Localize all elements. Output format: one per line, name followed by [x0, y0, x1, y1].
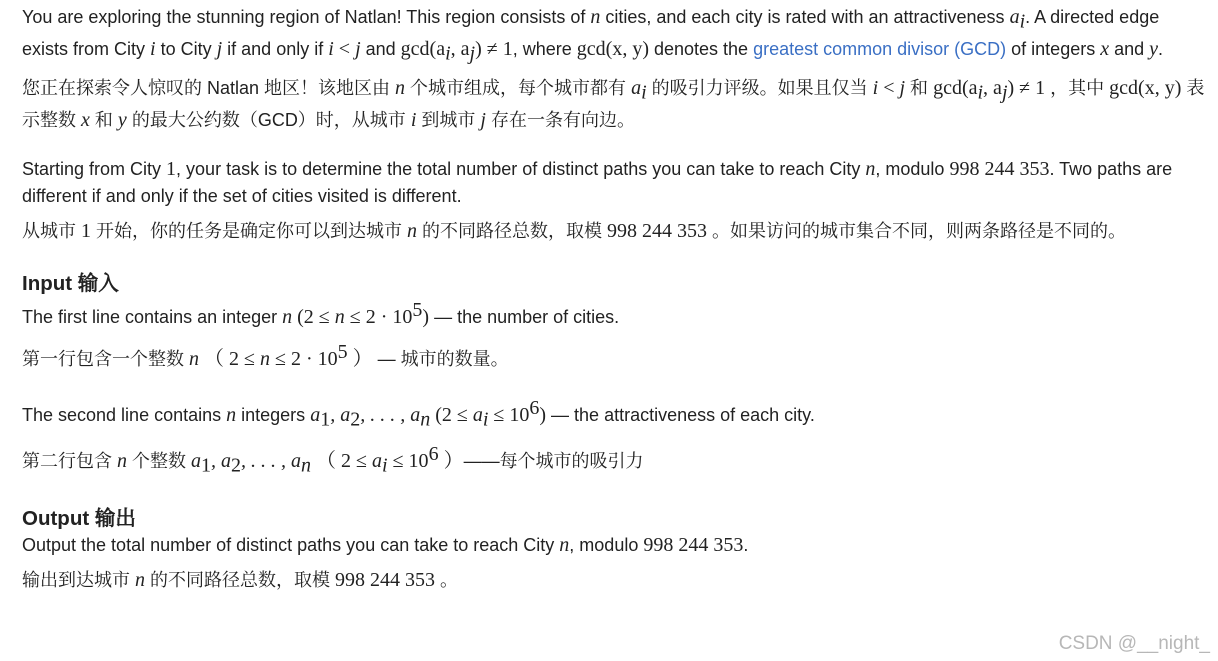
math-sub: n — [420, 408, 431, 431]
math-bound: ≤ 10 — [488, 403, 530, 426]
math-gcd-xy: gcd(x, y) — [1109, 77, 1182, 100]
text: of integers — [1006, 38, 1101, 59]
text: integers — [236, 404, 311, 425]
csdn-watermark: CSDN @__night_ — [1058, 633, 1210, 654]
text: . — [743, 534, 749, 555]
text: 开始，你的任务是确定你可以到达城市 — [91, 220, 408, 241]
math-n: n — [865, 157, 876, 180]
math-sub: i — [641, 81, 647, 104]
text: 表示整数 — [22, 78, 1205, 130]
math-seq: a — [191, 450, 202, 473]
math-sub: i — [1019, 10, 1026, 33]
math-a: a — [472, 403, 483, 426]
math-one: 1 — [81, 219, 92, 242]
math-sub: i — [382, 454, 388, 477]
input-line-1 — [22, 297, 1208, 331]
text: — the number of cities. — [429, 306, 620, 327]
math-bound: ≤ 2 · 10 — [270, 347, 338, 370]
text: 第一行包含一个整数 — [22, 348, 190, 369]
math-seq: , . . . , a — [241, 450, 302, 473]
math-y: y — [117, 108, 127, 131]
math-x: x — [1100, 37, 1110, 60]
text: Starting from City — [22, 158, 167, 179]
text: 的不同路径总数，取模 — [145, 569, 336, 590]
text: 个整数 — [127, 451, 192, 472]
text: cities, and each city is rated with an attractiveness — [600, 7, 1010, 27]
text: . — [1158, 38, 1164, 59]
math-seq: , a — [211, 450, 232, 473]
math-gcd: gcd(a — [933, 77, 978, 100]
math-n: n — [590, 6, 601, 28]
math-bound: ≤ 10 — [387, 450, 429, 473]
math-i: i — [150, 37, 156, 60]
math-n: n — [282, 305, 293, 328]
text: 存在一条有向边。 — [485, 109, 635, 130]
math-exp: 6 — [428, 443, 439, 466]
problem-statement — [22, 4, 1208, 594]
text: 从城市 — [22, 220, 82, 241]
math-sub: n — [301, 454, 312, 477]
input-heading: Input 输入 — [22, 271, 119, 295]
math-a: a — [631, 77, 642, 100]
text: ，其中 — [1045, 78, 1110, 99]
math-sub: j — [1001, 81, 1008, 104]
input-line-2 — [22, 395, 1208, 434]
math-exp: 5 — [337, 340, 348, 363]
math-gcd: gcd(a — [400, 37, 446, 60]
math-sub: 2 — [350, 408, 361, 431]
math-modulus: 998 244 353 — [335, 568, 436, 591]
math-n: n — [117, 450, 128, 473]
math-y: y — [1149, 37, 1159, 60]
text: denotes the — [648, 38, 754, 59]
text: 。 — [435, 569, 459, 590]
math-gcd: , a — [983, 77, 1002, 100]
text: . Two paths are different if and only if the set of cities visited is different. — [22, 158, 1173, 206]
math-sub: i — [482, 408, 489, 431]
math-j: j — [899, 77, 906, 100]
text: 第二行包含 — [22, 451, 118, 472]
text: 的最大公约数（GCD）时，从城市 — [126, 109, 411, 130]
output-line-1-zh — [22, 567, 1208, 594]
text: — the attractiveness of each city. — [546, 404, 815, 425]
math-seq: , a — [330, 403, 351, 426]
text: 到城市 — [416, 109, 481, 130]
text: 个城市组成，每个城市都有 — [405, 78, 632, 99]
math-modulus: 998 244 353 — [643, 533, 744, 556]
math-bound: ） — [347, 347, 373, 370]
math-exp: 5 — [412, 298, 423, 321]
math-op: < — [878, 77, 900, 100]
statement-zh-2 — [22, 218, 1208, 245]
math-gcd: ) ≠ 1 — [1007, 77, 1046, 100]
text: , modulo — [875, 158, 950, 179]
math-modulus: 998 244 353 — [949, 157, 1050, 180]
output-heading: Output 输出 — [22, 506, 136, 530]
math-n: n — [260, 347, 270, 370]
text: . A directed edge exists from City — [22, 7, 1160, 59]
text: You are exploring the stunning region of Natlan! This region consists of — [22, 7, 591, 27]
text: 和 — [89, 109, 118, 130]
text: 您正在探索令人惊叹的 Natlan 地区！该地区由 — [22, 78, 396, 99]
math-n: n — [189, 347, 200, 370]
text: ——每个城市的吸引力 — [463, 451, 644, 472]
math-one: 1 — [166, 157, 177, 180]
math-n: n — [226, 403, 237, 426]
math-n: n — [395, 77, 406, 100]
text: The first line contains an integer — [22, 306, 283, 327]
math-sub: i — [445, 42, 451, 65]
math-bound: ) — [422, 305, 430, 328]
statement-zh-1 — [22, 75, 1208, 134]
math-op: < — [333, 37, 356, 60]
math-exp: 6 — [529, 396, 540, 419]
text: 的吸引力评级。如果且仅当 — [646, 78, 873, 99]
math-i: i — [872, 77, 879, 100]
text: 和 — [905, 78, 934, 99]
math-i: i — [328, 37, 334, 60]
text: , your task is to determine the total number of distinct paths you can take to reach City — [176, 158, 866, 179]
math-sub: i — [977, 81, 984, 104]
math-bound: (2 ≤ — [292, 305, 335, 328]
math-sub: 2 — [231, 454, 242, 477]
math-n: n — [135, 568, 146, 591]
math-bound: ≤ 2 · 10 — [344, 305, 413, 328]
text: if and only if — [222, 38, 329, 59]
math-a: a — [1009, 6, 1020, 28]
text: The second line contains — [22, 404, 227, 425]
text: , where — [512, 38, 577, 59]
math-n: n — [559, 533, 570, 556]
math-bound: ) — [539, 403, 547, 426]
math-seq: a — [310, 403, 321, 426]
text: , modulo — [569, 534, 644, 555]
math-bound: （ 2 ≤ — [311, 450, 373, 473]
text: 的不同路径总数，取模 — [417, 220, 608, 241]
math-bound: ） — [438, 450, 464, 473]
math-x: x — [81, 108, 90, 131]
math-bound: （ 2 ≤ — [199, 347, 260, 370]
math-j: j — [216, 37, 223, 60]
text: 输出到达城市 — [22, 569, 136, 590]
math-sub: j — [469, 42, 476, 65]
text: — 城市的数量。 — [372, 348, 509, 369]
math-j: j — [355, 37, 361, 60]
text: 。如果访问的城市集合不同，则两条路径是不同的。 — [707, 220, 1127, 241]
text: Output the total number of distinct paths you can take to reach City — [22, 534, 560, 555]
math-gcd: , a — [450, 37, 470, 60]
math-i: i — [410, 108, 417, 131]
statement-en-1 — [22, 4, 1208, 67]
math-bound: (2 ≤ — [430, 403, 473, 426]
math-a: a — [372, 450, 383, 473]
math-seq: , . . . , a — [360, 403, 421, 426]
text: and — [1109, 38, 1150, 59]
math-gcd-xy: gcd(x, y) — [576, 37, 649, 60]
input-line-2-zh — [22, 441, 1208, 480]
statement-en-2 — [22, 156, 1208, 210]
output-line-1 — [22, 532, 1208, 559]
math-n: n — [407, 219, 418, 242]
math-n: n — [334, 305, 345, 328]
math-gcd: ) ≠ 1 — [475, 37, 513, 60]
math-modulus: 998 244 353 — [607, 219, 708, 242]
input-line-1-zh — [22, 339, 1208, 373]
text: to City — [155, 38, 217, 59]
gcd-link[interactable]: greatest common divisor (GCD) — [753, 38, 1007, 59]
math-j: j — [480, 108, 486, 131]
math-sub: 1 — [320, 408, 331, 431]
math-sub: 1 — [201, 454, 212, 477]
text: and — [360, 38, 401, 59]
